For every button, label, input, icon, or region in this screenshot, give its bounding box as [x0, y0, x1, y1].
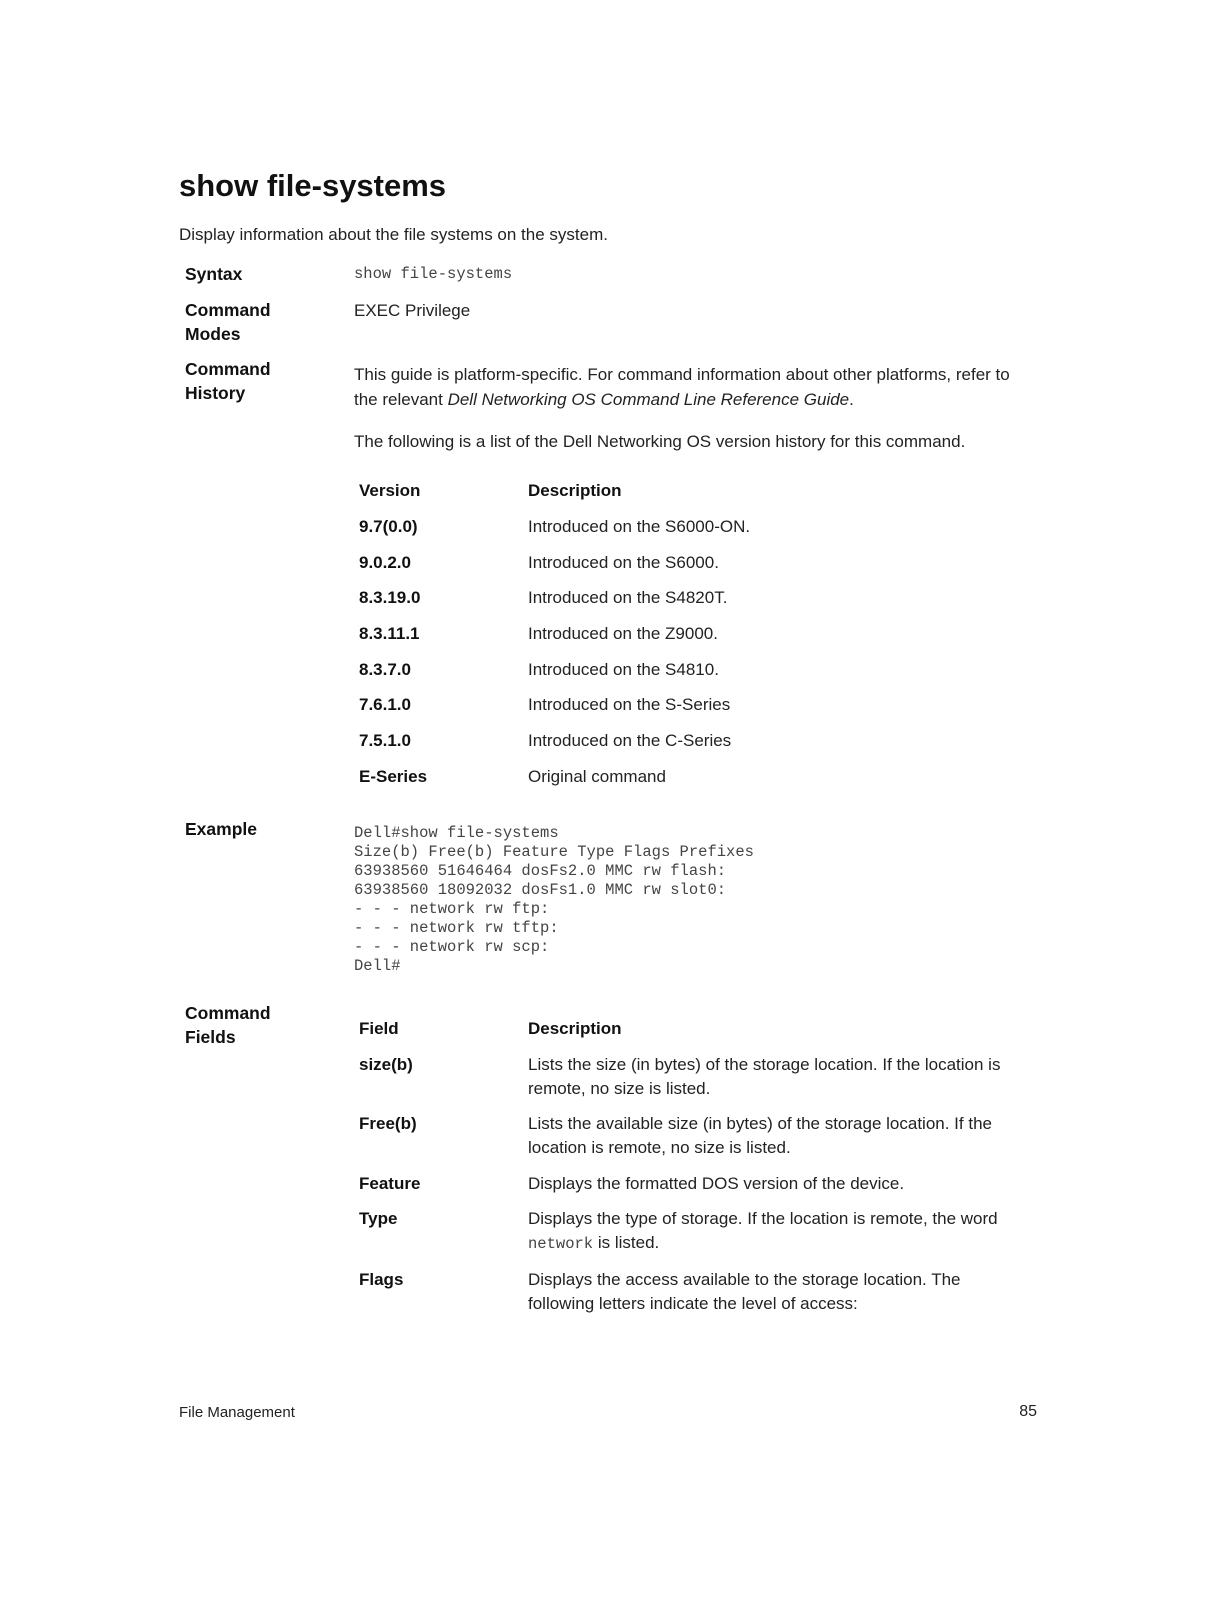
version-cell: 8.3.19.0: [359, 588, 421, 607]
field-cell: Type: [359, 1209, 398, 1228]
page-title: show file-systems: [179, 168, 447, 203]
footer-section-title: File Management: [179, 1404, 295, 1421]
version-cell: 9.7(0.0): [359, 517, 418, 536]
version-cell: E-Series: [359, 767, 428, 786]
network-keyword: network: [528, 1235, 594, 1253]
description-cell: Introduced on the C-Series: [528, 731, 732, 750]
command-fields-label-line-1: Command: [185, 1003, 271, 1023]
field-description-cell: [528, 1207, 1024, 1256]
description-cell: Introduced on the S4810.: [528, 660, 719, 679]
field-description-cell: Displays the formatted DOS version of the device.: [528, 1174, 905, 1193]
description-header: Description: [528, 481, 622, 500]
description-cell: Introduced on the S-Series: [528, 695, 731, 714]
version-cell: 9.0.2.0: [359, 553, 411, 572]
description-cell: Introduced on the S4820T.: [528, 588, 728, 607]
version-cell: 7.6.1.0: [359, 695, 411, 714]
history-para1-text: This guide is platform-specific. For command information about other platforms, refer to the relevant: [354, 365, 1010, 409]
version-cell: 8.3.11.1: [359, 624, 420, 643]
command-modes-value: EXEC Privilege: [354, 301, 471, 320]
code-line: 63938560 51646464 dosFs2.0 MMC rw flash:: [354, 862, 727, 880]
field-cell: Flags: [359, 1270, 404, 1289]
field-cell: size(b): [359, 1055, 413, 1074]
history-paragraph-1: [354, 362, 1034, 412]
example-label: Example: [185, 819, 257, 839]
description-cell: Introduced on the S6000-ON.: [528, 517, 751, 536]
field-header: Field: [359, 1019, 399, 1038]
command-modes-label-line-2: Modes: [185, 324, 241, 344]
type-description-end: is listed.: [593, 1233, 660, 1252]
command-history-label-line-1: Command: [185, 359, 271, 379]
version-header: Version: [359, 481, 421, 500]
code-line: Size(b) Free(b) Feature Type Flags Prefixes: [354, 843, 754, 861]
code-line: - - - network rw ftp:: [354, 900, 550, 918]
code-line: - - - network rw tftp:: [354, 919, 559, 937]
description-cell: Introduced on the Z9000.: [528, 624, 718, 643]
field-cell: Free(b): [359, 1114, 417, 1133]
command-fields-label-line-2: Fields: [185, 1027, 236, 1047]
field-cell: Feature: [359, 1174, 421, 1193]
example-code-block: [354, 824, 754, 976]
intro-text: Display information about the file systems on the system.: [179, 225, 608, 244]
command-modes-label-line-1: Command: [185, 300, 271, 320]
command-history-label: [185, 357, 325, 405]
type-description-text: Displays the type of storage. If the location is remote, the word: [528, 1209, 998, 1228]
version-cell: 7.5.1.0: [359, 731, 411, 750]
code-line: - - - network rw scp:: [354, 938, 550, 956]
syntax-value: show file-systems: [354, 265, 513, 283]
field-description-cell: Lists the available size (in bytes) of the storage location. If the location is remote, no size is listed.: [528, 1114, 992, 1157]
history-para1-end: .: [849, 390, 854, 409]
page-number: 85: [1019, 1403, 1037, 1420]
field-description-cell: Displays the access available to the storage location. The following letters indicate the level of access:: [528, 1270, 961, 1313]
field-description-cell: Lists the size (in bytes) of the storage location. If the location is remote, no size is listed.: [528, 1055, 1001, 1098]
code-line: 63938560 18092032 dosFs1.0 MMC rw slot0:: [354, 881, 727, 899]
field-description-header: Description: [528, 1019, 622, 1038]
command-modes-label: [185, 298, 325, 346]
description-cell: Introduced on the S6000.: [528, 553, 719, 572]
command-history-label-line-2: History: [185, 383, 246, 403]
version-cell: 8.3.7.0: [359, 660, 411, 679]
code-line: Dell#: [354, 957, 401, 975]
history-paragraph-2: The following is a list of the Dell Networking OS version history for this command.: [354, 432, 966, 451]
syntax-label: Syntax: [185, 264, 243, 284]
command-fields-label: [185, 1001, 325, 1049]
description-cell: Original command: [528, 767, 666, 786]
code-line: Dell#show file-systems: [354, 824, 559, 842]
reference-guide-title: Dell Networking OS Command Line Reference Guide: [447, 390, 850, 409]
